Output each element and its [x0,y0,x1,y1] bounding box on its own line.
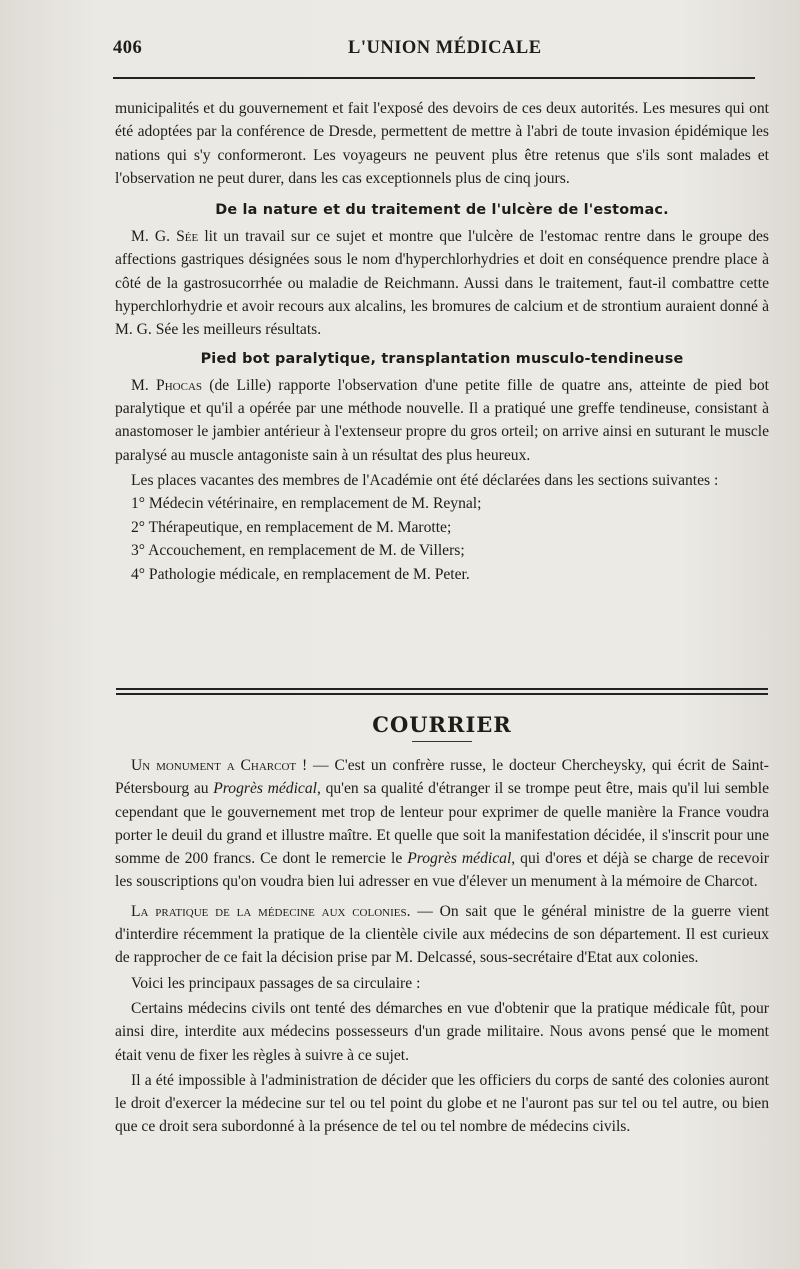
vacancy-item: 4° Pathologie médicale, en remplacement de M. Peter. [131,565,470,583]
vacancy-item: 2° Thérapeutique, en remplacement de M. Marotte; [131,518,452,536]
courrier-section [115,712,769,1139]
journal-ref: Progrès médical [213,780,317,798]
paragraph-see [115,225,769,341]
section-double-rule-bottom [116,693,768,695]
lead-charcot: Un monument a Charcot [131,757,297,774]
paragraph-phocas-text: (de Lille) rapporte l'observation d'une petite fille de quatre ans, atteinte de pied bot paralytique et qu'il a opérée par une méthode nouvelle. Il a pratiqué une greffe tendineuse, consistant à anastomoser le jambier antérieur à l'extenseur propre du gros orteil; on arrive ainsi en suturant le muscle paralysé au muscle antagoniste sain à un résultat des plus heureux. [115,376,770,464]
heading-pied-bot: Pied bot paralytique, transplantation musculo-tendineuse [200,350,684,367]
courrier-title: COURRIER [372,712,512,737]
lead-colonies: La pratique de la médecine aux colonies [131,902,407,920]
journal-title: L'UNION MÉDICALE [348,38,542,58]
paragraph-circulaire-1: Certains médecins civils ont tenté des démarches en vue d'obtenir que la pratique médicale fût, pour ainsi dire, interdite aux médecins possesseurs d'un grade militaire. Nous avons pensé que le moment était venu de fixer les règles à suivre à ce sujet. [115,999,769,1064]
page-number: 406 [113,38,143,58]
author-see: M. G. Sée [131,228,199,246]
header-rule [113,77,755,79]
heading-ulcer: De la nature et du traitement de l'ulcère de l'estomac. [215,202,669,219]
courrier-title-rule [412,741,472,742]
vacancy-item: 1° Médecin vétérinaire, en remplacement de M. Reynal; [131,495,482,513]
vacancy-item: 3° Accouchement, en remplacement de M. de Villers; [131,542,465,560]
paragraph-charcot [115,754,769,894]
paragraph-charcot-text-c: , qui d'ores et déjà se charge de recevoir les souscriptions qu'on voudra bien lui adresser en vue d'élever un menument à la mémoire de Charcot. [115,850,769,891]
paragraph-phocas [115,374,769,467]
journal-ref: Progrès médical [407,850,512,868]
paragraph-vacancies: Les places vacantes des membres de l'Académie ont été déclarées dans les sections suivantes : [131,471,719,489]
paragraph-circulaire-intro: Voici les principaux passages de sa circulaire : [131,974,421,992]
paragraph-charcot-text-a: ! — C'est un confrère russe, le docteur Chercheysky, qui écrit de Saint-Pétersbourg au [115,757,769,798]
paragraph-quarantine: municipalités et du gouvernement et fait l'exposé des devoirs de ces deux autorités. Les mesures qui ont été adoptées par la conférence de Dresde, permettent de mettre à l'abri de toute invasion épidémique les nations qui s'y conformeront. Les voyageurs ne peuvent plus être retenus que s'ils sont malades et l'observation ne peut durer, dans les cas exceptionnels plus de cinq jours. [115,100,769,187]
paragraph-see-text: lit un travail sur ce sujet et montre que l'ulcère de l'estomac rentre dans le groupe des affections gastriques désignées sous le nom d'hyperchlorhydries et doit en conséquence prendre place à côté de la gastrosucorrhée ou maladie de Reichmann. Aussi dans le traitement, faut-il combattre cette hyperchlorhydrie et avoir recours aux alcalins, les bromures de calcium et de strontium auraient donné à M. G. Sée les meilleurs résultats. [115,228,769,339]
section-double-rule-top [116,688,768,690]
paragraph-colonies-text: . — On sait que le général ministre de la guerre vient d'interdire récemment la pratique de la clientèle civile aux médecins de son département. Il est curieux de rapprocher de ce fait la décision prise par M. Delcassé, sous-secrétaire d'Etat aux colonies. [115,902,769,967]
paragraph-colonies [115,900,769,970]
academy-report [115,97,769,586]
paragraph-circulaire-2: Il a été impossible à l'administration de décider que les officiers du corps de santé des colonies auront le droit d'exercer la médecine sur tel ou tel point du globe et ne l'auront pas sur tel ou tel autre, ou bien que ce droit sera subordonné à la présence de tel ou tel nombre de médecins civils. [115,1071,769,1136]
paragraph-charcot-text-b: , qu'en sa qualité d'étranger il se trompe peut être, mais qu'il lui semble cependant que le gouvernement met trop de lenteur pour exprimer de quelle manière la France voudra porter le deuil du grand et illustre maître. Et quelle que soit la manifestation décidée, il s'inscrit pour une somme de 200 francs. Ce dont le remercie le [115,780,769,868]
author-phocas: M. Phocas [131,376,203,394]
running-header [113,38,763,62]
